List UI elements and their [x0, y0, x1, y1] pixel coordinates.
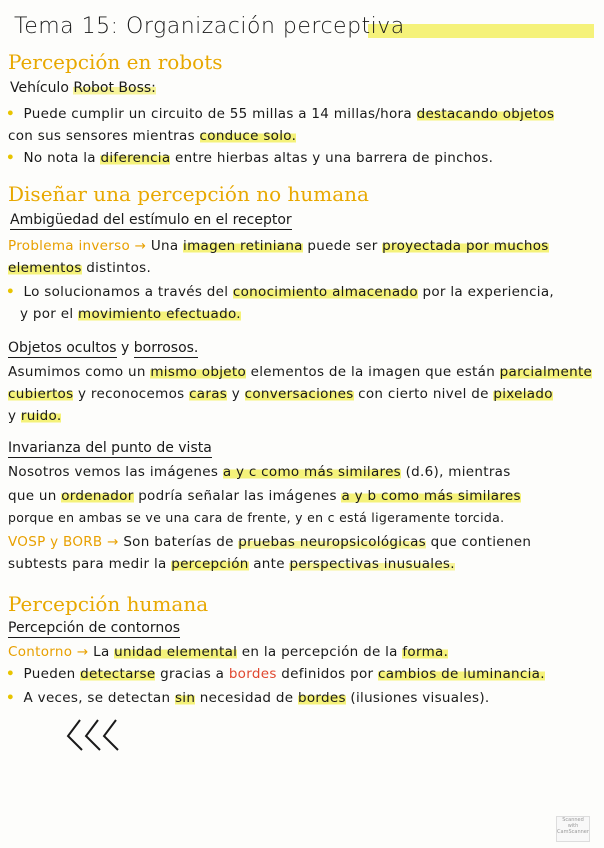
text: Puede cumplir un circuito de 55 millas a 14 millas/hora [23, 106, 412, 122]
highlight: detectarse [80, 666, 156, 682]
highlight: ordenador [61, 488, 134, 504]
bullet-icon: • [6, 284, 15, 300]
robots-bullet-1-cont [8, 128, 296, 144]
subheading-text: Invarianza del punto de vista [8, 440, 212, 456]
text: gracias a [160, 666, 225, 682]
problema-inverso-line [8, 238, 549, 254]
text: y [231, 386, 241, 402]
vosp-line-2 [8, 556, 455, 572]
objetos-line-2 [8, 386, 553, 402]
highlight: perspectivas inusuales. [289, 556, 455, 572]
subheading-objetos [8, 340, 198, 356]
arrow-icon: → [76, 644, 89, 660]
highlight: percepción [171, 556, 249, 572]
highlight: pruebas neuropsicológicas [238, 534, 426, 550]
text: necesidad de [199, 690, 294, 706]
subheading-text: Percepción de contornos [8, 620, 181, 636]
highlight: elementos [8, 260, 82, 276]
highlight: mismo objeto [150, 364, 247, 380]
problema-inverso-cont [8, 260, 151, 276]
contorno-line [8, 644, 448, 660]
objetos-line-3 [8, 408, 61, 424]
vosp-line-1 [8, 534, 531, 550]
highlight: conversaciones [244, 386, 354, 402]
illusion-sketch-icon [60, 714, 140, 754]
section-heading-humana: Percepción humana [8, 592, 209, 616]
contorno-bullet-2 [6, 690, 490, 706]
highlight: diferencia [100, 150, 171, 166]
bullet-icon: • [6, 150, 15, 166]
text: No nota la [23, 150, 96, 166]
vehicle-label: Vehículo [10, 80, 69, 96]
text: en la percepción de la [241, 644, 398, 660]
highlight: movimiento efectuado. [78, 306, 241, 322]
text: podría señalar las imágenes [138, 488, 337, 504]
red-term: bordes [228, 666, 277, 682]
highlight: sin [174, 690, 196, 706]
section-heading-robots: Percepción en robots [8, 50, 223, 74]
text: Pueden [23, 666, 76, 682]
highlight: destacando objetos [416, 106, 555, 122]
text: Lo solucionamos a través del [23, 284, 229, 300]
text: ante [253, 556, 285, 572]
text: (ilusiones visuales). [350, 690, 490, 706]
text: puede ser [307, 238, 378, 254]
highlight: forma. [402, 644, 449, 660]
bullet-icon: • [6, 666, 15, 682]
term: Problema inverso [8, 238, 131, 254]
solucion-bullet [6, 284, 554, 300]
text: con sus sensores mientras [8, 128, 195, 144]
text: entre hierbas altas y una barrera de pinchos. [175, 150, 494, 166]
subheading-text: Objetos ocultos [8, 340, 117, 356]
highlight: a y b como más similares [341, 488, 521, 504]
highlight: caras [189, 386, 228, 402]
highlight: imagen retiniana [183, 238, 303, 254]
highlight: cambios de luminancia. [377, 666, 545, 682]
subheading-contornos [8, 620, 180, 636]
bullet-icon: • [6, 106, 15, 122]
page-title: Tema 15: Organización perceptiva [14, 14, 405, 39]
highlight: bordes [297, 690, 346, 706]
text: y reconocemos [78, 386, 185, 402]
subheading-text: Ambigüedad del estímulo en el receptor [10, 212, 292, 228]
vehicle-name: Robot Boss: [73, 80, 156, 96]
text: A veces, se detectan [23, 690, 171, 706]
text: La [93, 644, 110, 660]
text: Una [150, 238, 179, 254]
highlight: proyectada por muchos [382, 238, 549, 254]
highlight: a y c como más similares [222, 464, 402, 480]
highlight: conduce solo. [199, 128, 297, 144]
term: VOSP y BORB [8, 534, 103, 550]
section-heading-no-humana: Diseñar una percepción no humana [8, 182, 369, 206]
text: subtests para medir la [8, 556, 167, 572]
vehicle-line [10, 80, 156, 96]
bullet-icon: • [6, 690, 15, 706]
text: distintos. [86, 260, 152, 276]
subheading-invarianza [8, 440, 212, 456]
arrow-icon: → [107, 534, 119, 550]
text: por la experiencia, [422, 284, 555, 300]
highlight: ruido. [20, 408, 62, 424]
text: y [8, 408, 17, 424]
text: que un [8, 488, 57, 504]
highlight: parcialmente [499, 364, 593, 380]
invarianza-line-1 [8, 464, 511, 480]
scanner-stamp: Scanned with CamScanner [556, 816, 590, 842]
invarianza-line-3: porque en ambas se ve una cara de frente, y en c está ligeramente torcida. [8, 510, 505, 525]
text: y por el [20, 306, 74, 322]
text: Son baterías de [123, 534, 234, 550]
highlight: pixelado [493, 386, 553, 402]
robots-bullet-2 [6, 150, 493, 166]
highlight: conocimiento almacenado [232, 284, 418, 300]
text: con cierto nivel de [358, 386, 489, 402]
text: (d.6), mientras [405, 464, 511, 480]
arrow-icon: → [134, 238, 147, 254]
objetos-line-1 [8, 364, 592, 380]
subheading-ambiguedad [10, 212, 292, 228]
text: que contienen [430, 534, 532, 550]
highlight: unidad elemental [114, 644, 238, 660]
text: definidos por [281, 666, 374, 682]
contorno-bullet-1 [6, 666, 545, 682]
text: Asumimos como un [8, 364, 146, 380]
robots-bullet-1 [6, 106, 554, 122]
solucion-cont [20, 306, 241, 322]
highlight: cubiertos [8, 386, 74, 402]
term: Contorno [8, 644, 73, 660]
text: Nosotros vemos las imágenes [8, 464, 219, 480]
text: elementos de la imagen que están [250, 364, 496, 380]
subheading-text: borrosos. [133, 340, 199, 356]
invarianza-line-2 [8, 488, 521, 504]
text: y [121, 340, 130, 356]
